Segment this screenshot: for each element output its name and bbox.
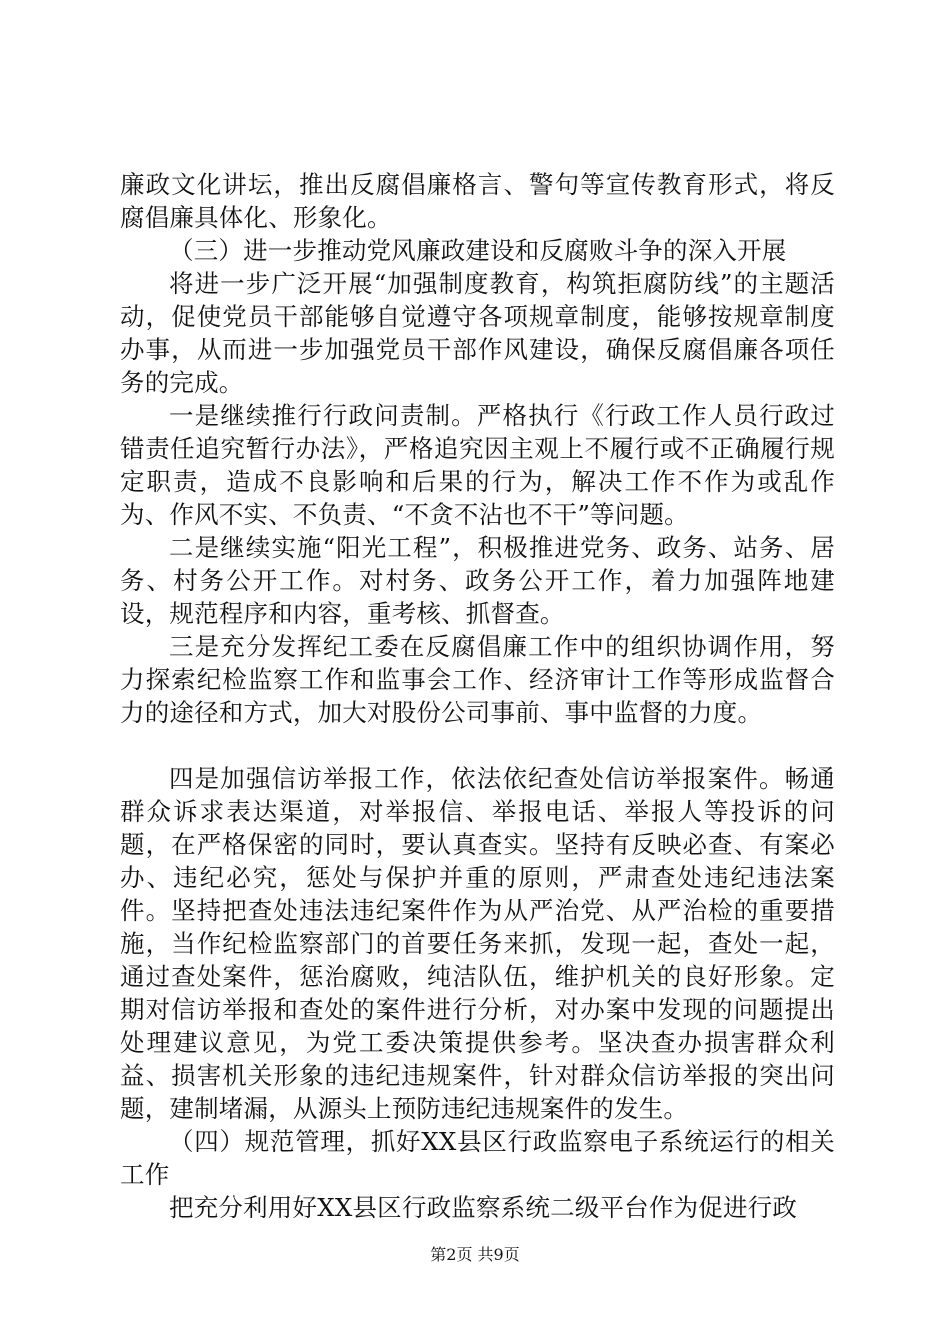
paragraph-continuation: 廉政文化讲坛，推出反腐倡廉格言、警句等宣传教育形式，将反腐倡廉具体化、形象化。 bbox=[120, 170, 835, 232]
paragraph-item-3: 三是充分发挥纪工委在反腐倡廉工作中的组织协调作用，努力探索纪检监察工作和监事会工作、经济审计工作等形成监督合力的途径和方式，加大对股份公司事前、事中监督的力度。 bbox=[120, 632, 835, 727]
blank-line bbox=[120, 729, 835, 762]
paragraph-platform: 把充分利用好XX县区行政监察系统二级平台作为促进行政 bbox=[169, 1193, 798, 1222]
paragraph-item-2: 二是继续实施“阳光工程”，积极推进党务、政务、站务、居务、村务公开工作。对村务、政务公开工作，着力加强阵地建设，规范程序和内容，重考核、抓督查。 bbox=[120, 533, 835, 628]
document-body bbox=[120, 168, 835, 1224]
section-heading-3: （三）进一步推动党风廉政建设和反腐败斗争的深入开展 bbox=[169, 236, 787, 265]
page-number-footer: 第2页 共9页 bbox=[430, 1245, 520, 1264]
paragraph-item-4: 四是加强信访举报工作，依法依纪查处信访举报案件。畅通群众诉求表达渠道，对举报信、举报电话、举报人等投诉的问题，在严格保密的同时，要认真查实。坚持有反映必查、有案必办、违纪必究，惩处与保护并重的原则，严肃查处违纪违法案件。坚持把查处违法违纪案件作为从严治党、从严治检的重要措施，当作纪检监察部门的首要任务来抓，发现一起，查处一起，通过查处案件，惩治腐败，纯洁队伍，维护机关的良好形象。定期对信访举报和查处的案件进行分析，对办案中发现的问题提出处理建议意见，为党工委决策提供参考。坚决查办损害群众利益、损害机关形象的违纪违规案件，针对群众信访举报的突出问题，建制堵漏，从源头上预防违纪违规案件的发生。 bbox=[120, 764, 835, 1123]
paragraph-theme-activity: 将进一步广泛开展“加强制度教育，构筑拒腐防线”的主题活动，促使党员干部能够自觉遵守各项规章制度，能够按规章制度办事，从而进一步加强党员干部作风建设，确保反腐倡廉各项任务的完成。 bbox=[120, 269, 835, 397]
paragraph-item-1: 一是继续推行行政问责制。严格执行《行政工作人员行政过错责任追究暂行办法》，严格追究因主观上不履行或不正确履行规定职责，造成不良影响和后果的行为，解决工作不作为或乱作为、作风不实、不负责、“不贪不沾也不干”等问题。 bbox=[120, 401, 835, 529]
section-heading-4: （四）规范管理，抓好XX县区行政监察电子系统运行的相关工作 bbox=[120, 1127, 835, 1189]
